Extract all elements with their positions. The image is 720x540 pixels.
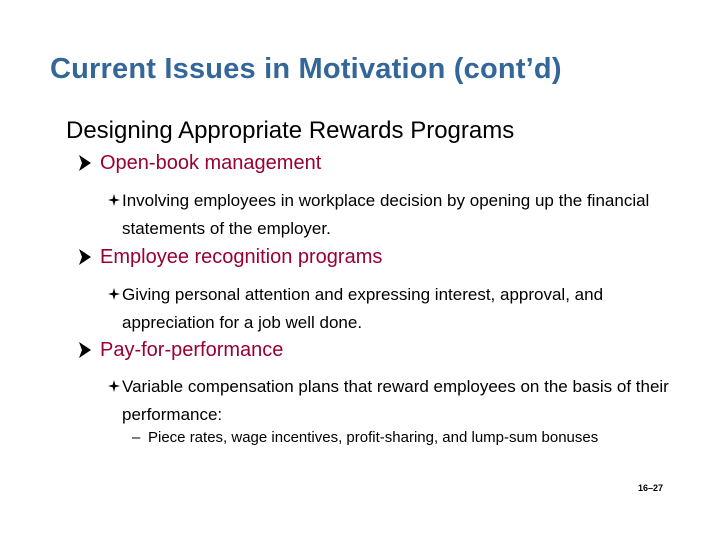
four-point-diamond-icon bbox=[108, 191, 122, 213]
bullet-open-book-management bbox=[76, 152, 321, 174]
sub-bullet-pay-detail bbox=[108, 377, 678, 429]
sub-bullet-open-book-detail bbox=[108, 191, 678, 243]
section-heading: Open-book management bbox=[100, 152, 322, 174]
section-detail: Giving personal attention and expressing interest, approval, and appreciation for a job well done. bbox=[122, 285, 604, 332]
slide-title: Current Issues in Motivation (cont’d) bbox=[50, 53, 562, 85]
right-arrow-icon bbox=[76, 246, 96, 268]
right-arrow-icon bbox=[76, 339, 96, 361]
section-heading: Pay-for-performance bbox=[100, 339, 284, 361]
page-number: 16–27 bbox=[638, 483, 664, 493]
section-detail: Involving employees in workplace decision by opening up the financial statements of the employer. bbox=[122, 191, 650, 238]
section-detail: Variable compensation plans that reward employees on the basis of their performance: bbox=[122, 377, 669, 424]
bullet-employee-recognition bbox=[76, 246, 382, 268]
slide-subheading: Designing Appropriate Rewards Programs bbox=[66, 117, 515, 144]
section-subdetail: Piece rates, wage incentives, profit-sharing, and lump-sum bonuses bbox=[148, 429, 599, 446]
bullet-pay-for-performance bbox=[76, 339, 283, 361]
right-arrow-icon bbox=[76, 152, 96, 174]
sub-sub-bullet-pay-examples bbox=[132, 426, 672, 450]
dash-bullet: – bbox=[132, 429, 141, 446]
sub-bullet-recognition-detail bbox=[108, 285, 678, 337]
four-point-diamond-icon bbox=[108, 285, 122, 307]
section-heading: Employee recognition programs bbox=[100, 246, 383, 268]
four-point-diamond-icon bbox=[108, 377, 122, 399]
